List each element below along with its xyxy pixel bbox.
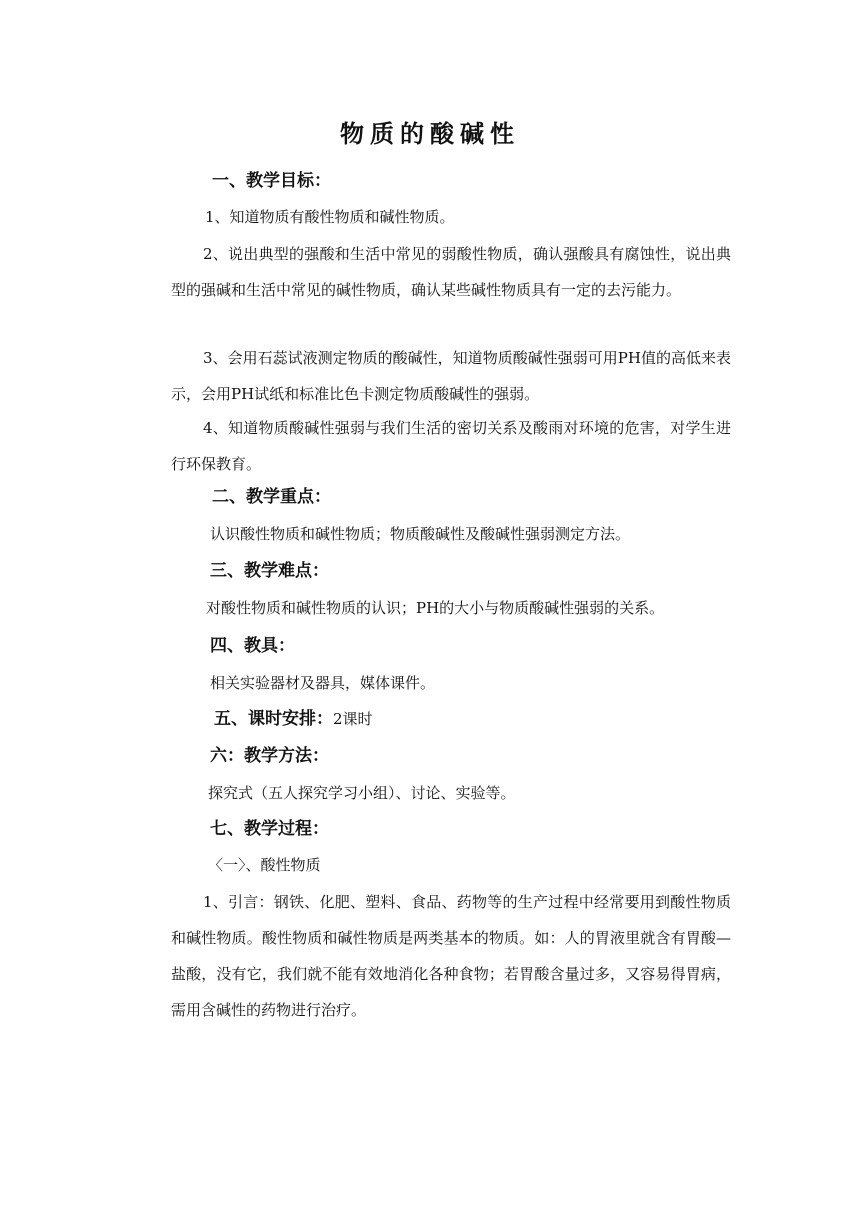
process-intro-paragraph: 1、引言：钢铁、化肥、塑料、食品、药物等的生产过程中经常要用到酸性物质和碱性物质。酸性物质和碱性物质是两类基本的物质。如：人的胃液里就含有胃酸—盐酸，没有它，我们就不能有效地消化各种食物；若胃酸含量过多，又容易得胃病，需用含碱性的药物进行治疗。 bbox=[171, 893, 731, 1019]
objective-item-1: 1、知道物质有酸性物质和碱性物质。 bbox=[205, 208, 455, 226]
objective-item-3: 3、会用石蕊试液测定物质的酸碱性，知道物质酸碱性强弱可用PH值的高低来表示，会用PH试纸和标准比色卡测定物质酸碱性的强弱。 bbox=[171, 349, 731, 403]
objective-item-2: 2、说出典型的强酸和生活中常见的弱酸性物质，确认强酸具有腐蚀性，说出典型的强碱和生活中常见的碱性物质，确认某些碱性物质具有一定的去污能力。 bbox=[171, 245, 731, 299]
heading-key-points: 二、教学重点： bbox=[212, 487, 331, 507]
methods-text: 探究式（五人探究学习小组）、讨论、实验等。 bbox=[208, 784, 516, 802]
schedule-value: 2课时 bbox=[333, 710, 373, 728]
heading-schedule bbox=[214, 706, 373, 732]
objective-item-4: 4、知道物质酸碱性强弱与我们生活的密切关系及酸雨对环境的危害，对学生进行环保教育。 bbox=[171, 419, 731, 473]
heading-tools: 四、教具： bbox=[210, 636, 295, 656]
heading-methods: 六：教学方法： bbox=[210, 746, 329, 766]
tools-text: 相关实验器材及器具，媒体课件。 bbox=[210, 674, 436, 692]
key-points-text: 认识酸性物质和碱性物质；物质酸碱性及酸碱性强弱测定方法。 bbox=[210, 525, 631, 543]
process-subheading: 〈一〉、酸性物质 bbox=[208, 856, 321, 874]
heading-process: 七、教学过程： bbox=[210, 819, 329, 839]
schedule-label: 五、课时安排： bbox=[214, 709, 333, 729]
heading-difficulties: 三、教学难点： bbox=[210, 561, 329, 581]
heading-objectives: 一、教学目标： bbox=[212, 171, 331, 191]
document-title: 物质的酸碱性 bbox=[340, 120, 520, 148]
difficulties-text: 对酸性物质和碱性物质的认识；PH的大小与物质酸碱性强弱的关系。 bbox=[206, 599, 665, 617]
